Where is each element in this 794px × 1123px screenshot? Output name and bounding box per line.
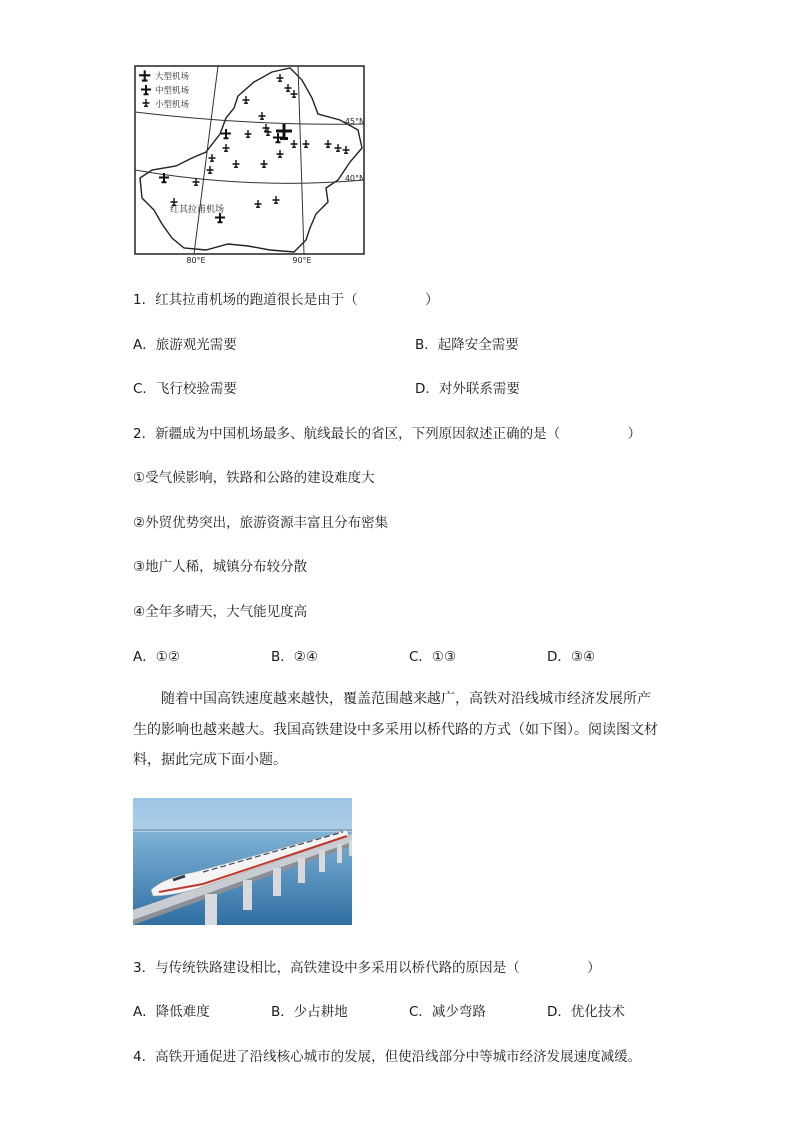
lon-90-label: 90°E: [292, 256, 312, 265]
q2-option-d: D．③④: [547, 649, 596, 665]
q1-option-b: B．起降安全需要: [415, 337, 519, 353]
airport-name-label: 红其拉甫机场: [170, 205, 225, 215]
q2-item-4: ④全年多晴天，大气能见度高: [133, 604, 308, 620]
q3-option-a: A．降低难度: [133, 1004, 210, 1020]
q3-option-b: B．少占耕地: [271, 1004, 348, 1020]
q2-item-3: ③地广人稀，城镇分布较分散: [133, 559, 308, 575]
q3-stem: 3．与传统铁路建设相比，高铁建设中多采用以桥代路的原因是（ ）: [133, 960, 601, 976]
reading-passage: [133, 684, 663, 776]
q1-option-a: A．旅游观光需要: [133, 337, 237, 353]
q3-option-c: C．减少弯路: [409, 1004, 486, 1020]
q1-stem: 1．红其拉甫机场的跑道很长是由于（ ）: [133, 292, 439, 308]
q2-option-a: A．①②: [133, 649, 180, 665]
q2-item-1: ①受气候影响，铁路和公路的建设难度大: [133, 470, 375, 486]
lat-40-label: 40°N: [344, 174, 365, 183]
legend-medium-label: 中型机场: [155, 86, 190, 96]
lat-45-label: 45°N: [344, 117, 365, 126]
q1-option-c: C．飞行校验需要: [133, 381, 237, 397]
xinjiang-airport-map: [130, 62, 370, 267]
high-speed-train-bridge-photo: [133, 798, 352, 925]
passage-text: 随着中国高铁速度越来越快，覆盖范围越来越广，高铁对沿线城市经济发展所产生的影响也越来越大。我国高铁建设中多采用以桥代路的方式（如下图）。阅读图文材料，据此完成下面小题。: [133, 691, 658, 768]
legend-small-label: 小型机场: [155, 100, 190, 110]
q2-option-c: C．①③: [409, 649, 457, 665]
q2-option-b: B．②④: [271, 649, 318, 665]
q3-option-d: D．优化技术: [547, 1004, 625, 1020]
q1-option-d: D．对外联系需要: [415, 381, 520, 397]
q2-item-2: ②外贸优势突出，旅游资源丰富且分布密集: [133, 515, 389, 531]
legend-large-label: 大型机场: [155, 72, 190, 82]
q2-stem: 2．新疆成为中国机场最多、航线最长的省区，下列原因叙述正确的是（ ）: [133, 426, 642, 442]
lon-80-label: 80°E: [186, 256, 206, 265]
q4-stem: 4．高铁开通促进了沿线核心城市的发展，但使沿线部分中等城市经济发展速度减缓。: [133, 1049, 642, 1065]
